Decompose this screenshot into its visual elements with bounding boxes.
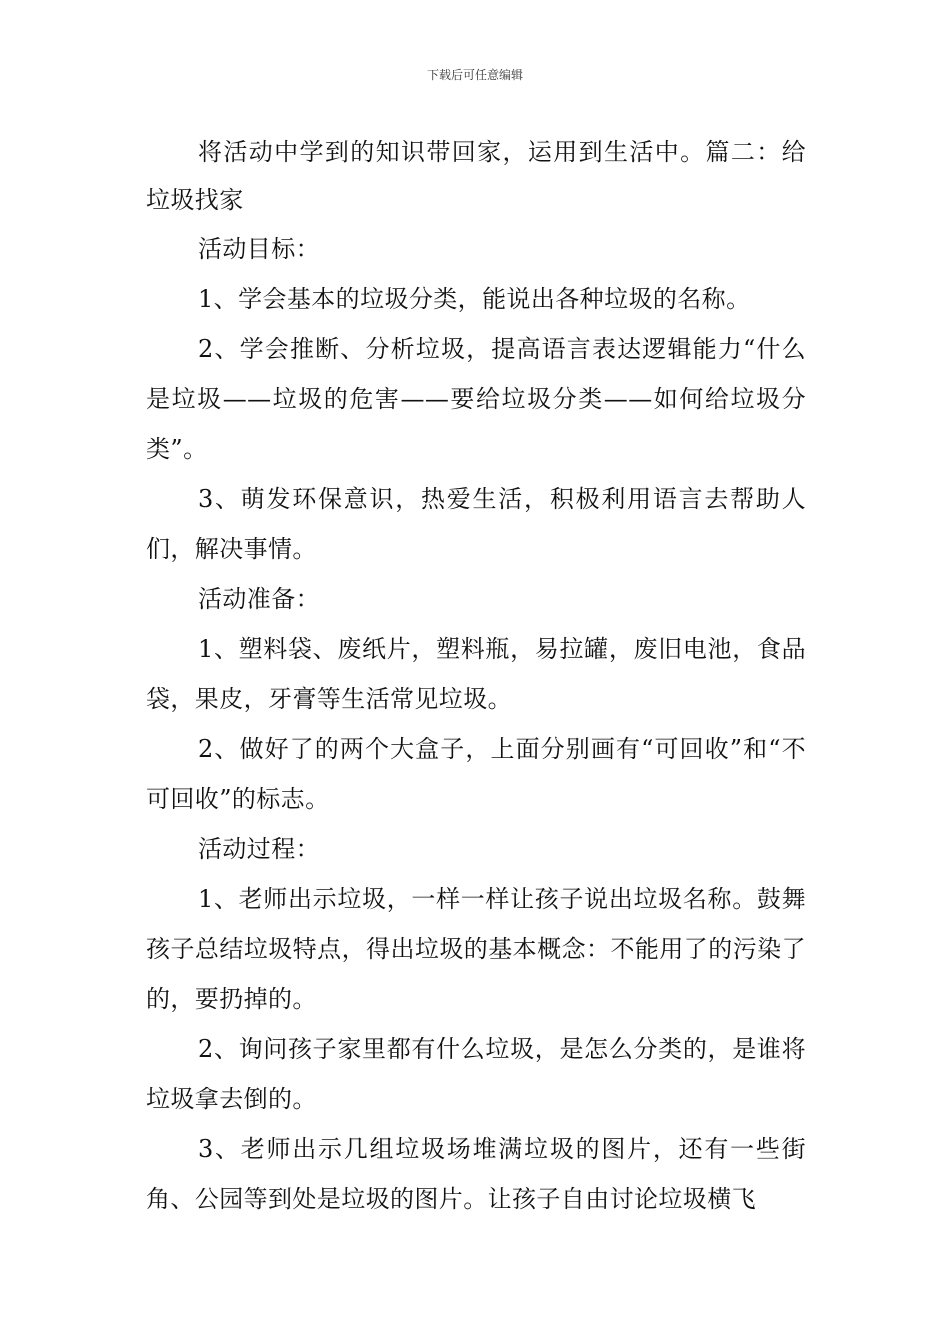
document-body — [146, 128, 806, 1224]
paragraph: 3、萌发环保意识，热爱生活，积极利用语言去帮助人们，解决事情。 — [146, 485, 806, 563]
section-heading-preparation: 活动准备： — [198, 585, 320, 613]
paragraph: 3、老师出示几组垃圾场堆满垃圾的图片，还有一些街角、公园等到处是垃圾的图片。让孩子自由讨论垃圾横飞 — [146, 1135, 806, 1213]
section-heading-process: 活动过程： — [198, 835, 320, 863]
paragraph: 1、塑料袋、废纸片，塑料瓶，易拉罐，废旧电池，食品袋，果皮，牙膏等生活常见垃圾。 — [146, 635, 806, 713]
paragraph: 1、学会基本的垃圾分类，能说出各种垃圾的名称。 — [198, 285, 751, 313]
page-header-note: 下载后可任意编辑 — [426, 68, 523, 82]
paragraph: 将活动中学到的知识带回家，运用到生活中。篇二：给垃圾找家 — [146, 138, 806, 214]
paragraph: 2、询问孩子家里都有什么垃圾，是怎么分类的，是谁将垃圾拿去倒的。 — [146, 1035, 806, 1113]
paragraph: 1、老师出示垃圾，一样一样让孩子说出垃圾名称。鼓舞孩子总结垃圾特点，得出垃圾的基本概念：不能用了的污染了的，要扔掉的。 — [146, 885, 806, 1013]
paragraph: 2、做好了的两个大盒子，上面分别画有“可回收”和“不可回收”的标志。 — [146, 735, 806, 813]
paragraph: 2、学会推断、分析垃圾，提高语言表达逻辑能力“什么是垃圾——垃圾的危害——要给垃圾分类——如何给垃圾分类”。 — [146, 335, 806, 463]
section-heading-goals: 活动目标： — [198, 235, 320, 263]
